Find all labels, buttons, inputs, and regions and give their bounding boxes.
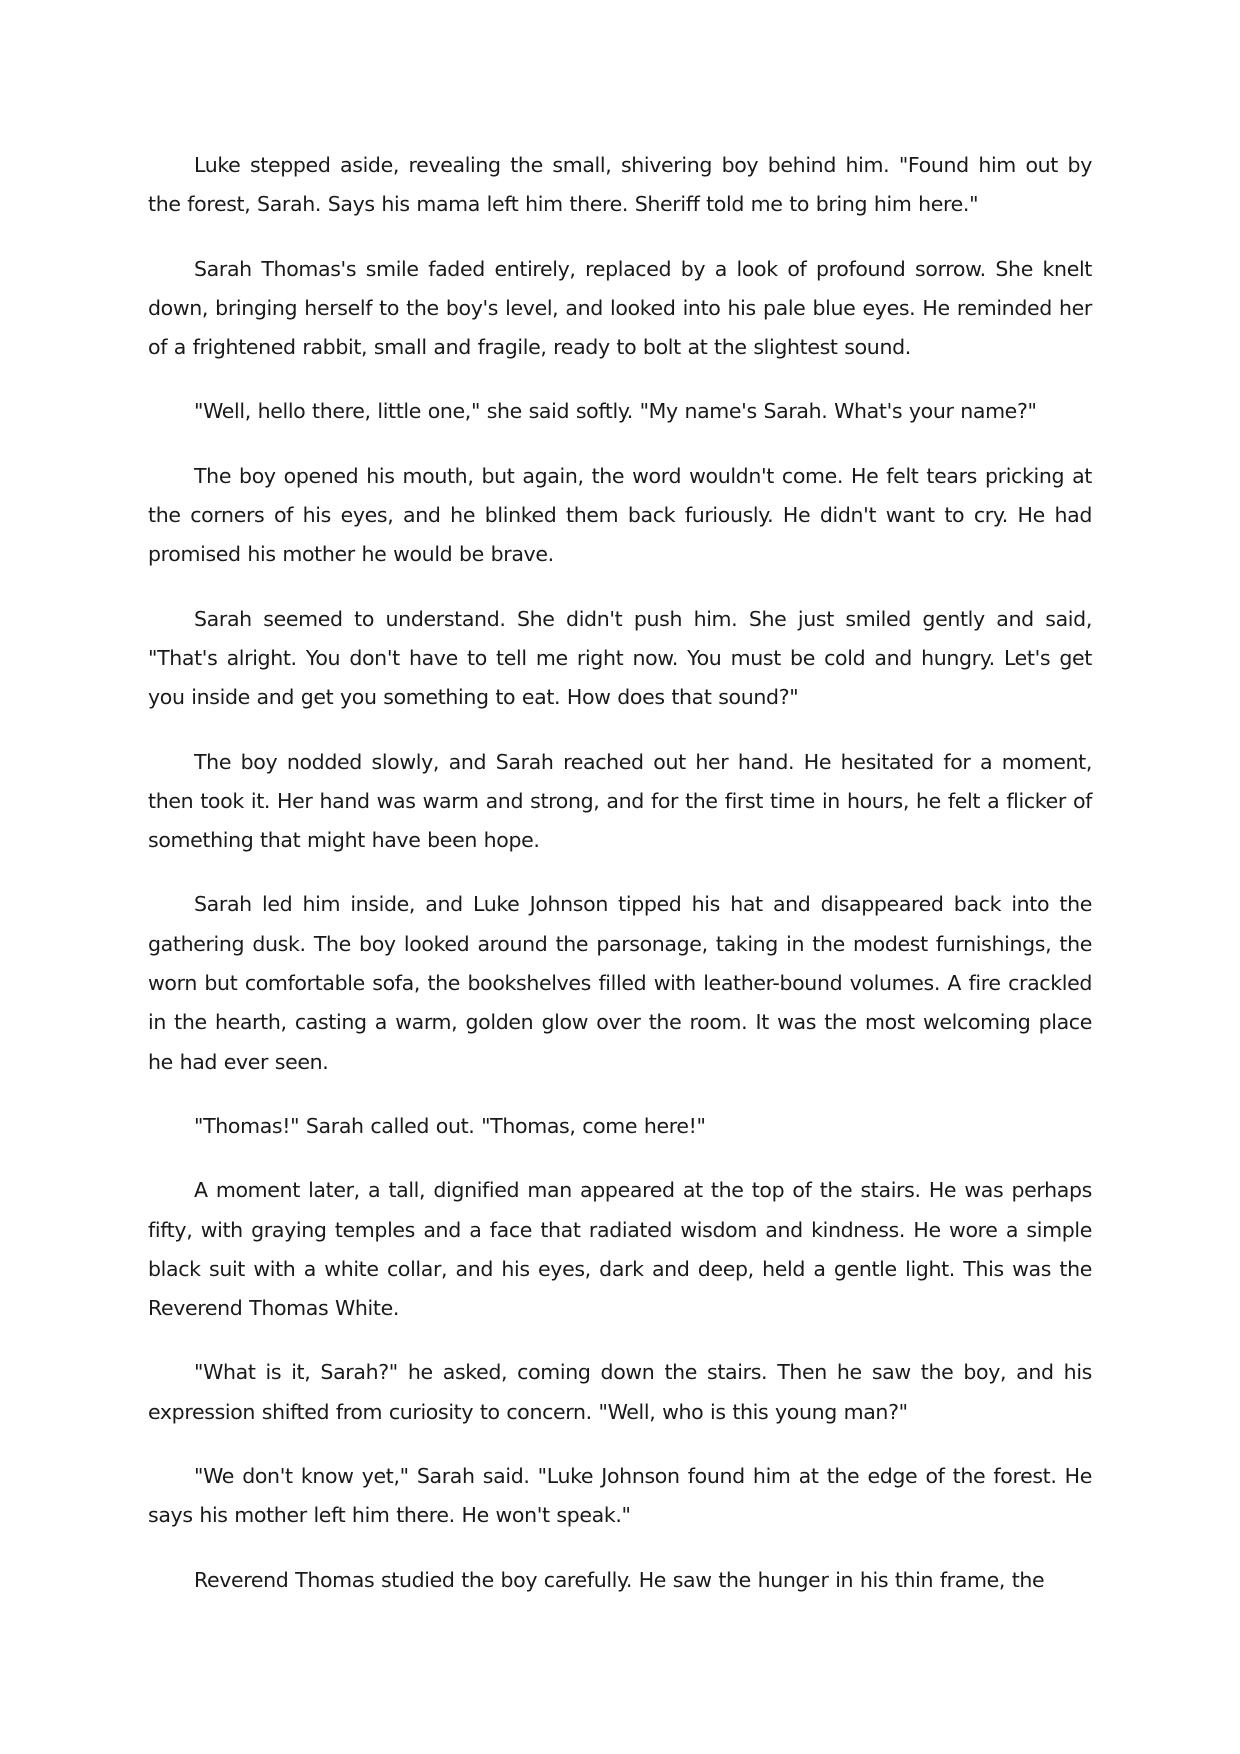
body-text — [148, 146, 1092, 1625]
paragraph: "Thomas!" Sarah called out. "Thomas, come here!" — [194, 1113, 706, 1138]
paragraph: Sarah led him inside, and Luke Johnson tipped his hat and disappeared back into the gathering dusk. The boy looked around the parsonage, taking in the modest furnishings, the worn but comfortable sofa, the bookshelves filled with leather-bound volumes. A fire crackled in the hearth, casting a warm, golden glow over the room. It was the most welcoming place he had ever seen. — [148, 892, 1092, 1074]
paragraph: "Well, hello there, little one," she said softly. "My name's Sarah. What's your name?" — [194, 399, 1037, 424]
paragraph: "We don't know yet," Sarah said. "Luke Johnson found him at the edge of the forest. He says his mother left him there. He won't speak." — [148, 1464, 1092, 1528]
paragraph: A moment later, a tall, dignified man appeared at the top of the stairs. He was perhaps fifty, with graying temples and a face that radiated wisdom and kindness. He wore a simple black suit with a white collar, and his eyes, dark and deep, held a gentle light. This was the Reverend Thomas White. — [148, 1178, 1092, 1321]
paragraph: Luke stepped aside, revealing the small, shivering boy behind him. "Found him out by the forest, Sarah. Says his mama left him there. Sheriff told me to bring him here." — [148, 153, 1092, 217]
paragraph: "What is it, Sarah?" he asked, coming down the stairs. Then he saw the boy, and his expression shifted from curiosity to concern. "Well, who is this young man?" — [148, 1360, 1092, 1424]
paragraph: Reverend Thomas studied the boy carefully. He saw the hunger in his thin frame, the — [194, 1567, 1045, 1592]
paragraph: Sarah Thomas's smile faded entirely, replaced by a look of profound sorrow. She knelt down, bringing herself to the boy's level, and looked into his pale blue eyes. He reminded her of a frightened rabbit, small and fragile, ready to bolt at the slightest sound. — [148, 256, 1092, 360]
paragraph: The boy opened his mouth, but again, the word wouldn't come. He felt tears pricking at the corners of his eyes, and he blinked them back furiously. He didn't want to cry. He had promised his mother he would be brave. — [148, 463, 1092, 567]
paragraph: The boy nodded slowly, and Sarah reached out her hand. He hesitated for a moment, then took it. Her hand was warm and strong, and for the first time in hours, he felt a flicker of something that might have been hope. — [148, 749, 1092, 853]
paragraph: Sarah seemed to understand. She didn't push him. She just smiled gently and said, "That's alright. You don't have to tell me right now. You must be cold and hungry. Let's get you inside and get you something to eat. How does that sound?" — [148, 606, 1092, 710]
